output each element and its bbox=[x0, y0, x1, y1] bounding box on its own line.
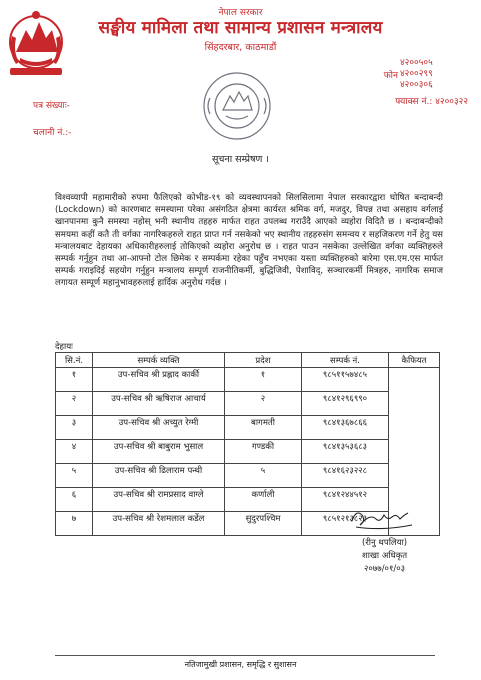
contact-no-cell: ९८५१२१३८२३ bbox=[302, 512, 389, 536]
contact-no-cell: ९८४१२४४५१२ bbox=[302, 488, 389, 512]
table-row bbox=[56, 368, 440, 392]
government-name: नेपाल सरकार bbox=[218, 8, 263, 18]
province-cell: कर्णाली bbox=[225, 488, 302, 512]
phone-number: ४२००२९९ bbox=[400, 69, 433, 79]
col-contact-no: सम्पर्क नं. bbox=[302, 353, 389, 368]
serial-cell: ६ bbox=[56, 488, 93, 512]
fax: फ्याक्स नं.: ४२००३२२ bbox=[395, 97, 468, 107]
contact-person-cell: उप-सचिव श्री अच्युत रेग्मी bbox=[93, 416, 225, 440]
remarks-cell bbox=[389, 416, 440, 440]
fax-number: ४२००३२२ bbox=[435, 97, 468, 107]
remarks-cell bbox=[389, 368, 440, 392]
notice-title: सूचना सम्प्रेषण । bbox=[211, 154, 270, 165]
serial-cell: २ bbox=[56, 392, 93, 416]
signature-date: २०७७/०१/०३ bbox=[364, 564, 406, 574]
serial-cell: ३ bbox=[56, 416, 93, 440]
col-province: प्रदेश bbox=[225, 353, 302, 368]
contact-no-cell: ९८४१२९६९९० bbox=[302, 392, 389, 416]
contact-no-cell: ९८४१६२३२२८ bbox=[302, 464, 389, 488]
serial-cell: १ bbox=[56, 368, 93, 392]
col-contact-person: सम्पर्क व्यक्ति bbox=[93, 353, 225, 368]
signatory-name: (रीनु थपलिया) bbox=[362, 538, 408, 548]
contact-person-cell: उप-सचिव श्री ढिलाराम पन्थी bbox=[93, 464, 225, 488]
phone-label: फोन bbox=[383, 71, 398, 81]
remarks-cell bbox=[389, 440, 440, 464]
signature-icon bbox=[346, 505, 416, 533]
contact-no-cell: ९८५११५७४८५ bbox=[302, 368, 389, 392]
remarks-cell bbox=[389, 392, 440, 416]
table-row bbox=[56, 464, 440, 488]
signature-block bbox=[362, 537, 407, 576]
province-cell: ५ bbox=[225, 464, 302, 488]
dispatch-no-label: चलानी नं.:- bbox=[33, 128, 72, 138]
ministry-seal-icon bbox=[198, 68, 276, 144]
province-cell: १ bbox=[225, 368, 302, 392]
col-remarks: कैफियत bbox=[389, 353, 440, 368]
table-row bbox=[56, 416, 440, 440]
table-row bbox=[56, 440, 440, 464]
phone-number: ४२००५०५ bbox=[400, 58, 433, 68]
phone-numbers bbox=[400, 58, 470, 91]
table-header-row bbox=[56, 353, 440, 368]
contact-person-cell: उप-सचिव श्री रेशमलाल कर्डेल bbox=[93, 512, 225, 536]
contact-person-cell: उप-सचिव श्री रामप्रसाद वाग्ले bbox=[93, 488, 225, 512]
contact-person-cell: उप-सचिव श्री प्रह्लाद कार्की bbox=[93, 368, 225, 392]
contact-no-cell: ९८४१३५३६८३ bbox=[302, 440, 389, 464]
ministry-name: सङ्घीय मामिला तथा सामान्य प्रशासन मन्त्रालय bbox=[98, 18, 383, 38]
list-intro: देहायः bbox=[55, 342, 73, 352]
phone-number: ४२००३०६ bbox=[400, 80, 433, 90]
serial-cell: ४ bbox=[56, 440, 93, 464]
province-cell: गण्डकी bbox=[225, 440, 302, 464]
notice-body: विश्वव्यापी महामारीको रुपमा फैलिएको कोभीड-१९ को व्यवस्थापनको सिलसिलामा नेपाल सरकारद्वारा घोषित बन्दाबन्दी (Lockdown) को कारणबाट समस्यामा परेका असंगठित क्षेत्रमा कार्यरत श्रमिक वर्ग, मजदुर, विपन्न तथा असहाय वर्गलाई खानपानमा कुनै समस्या नहोस् भनी स्थानीय तहहरु मार्फत राहत उपलब्ध गराउँदै आएको व्यहोरा विदितै छ । बन्दाबन्दीको समयमा कहीं कतै ती वर्गका नागरिकहरुले राहत प्राप्त गर्न नसकेको भए स्थानीय तहहरुसंग समन्वय र सहजिकरण गर्ने हेतु यस मन्त्रालयबाट देहायका अधिकारीहरुलाई तोकिएको व्यहोरा अनुरोध छ । राहत पाउन नसकेका उल्लेखित वर्गका व्यक्तिहरुले सम्पर्क गर्नुहुन तथा आ-आफ्नो टोल छिमेक र सम्पर्कमा रहेका पहुँच नभएका यस्ता व्यक्तिहरुको बारेमा एस.एम.एस मार्फत सम्पर्क गराइदिई सहयोग गर्नुहुन मन्त्रालय सम्पूर्ण राजनीतिकर्मी, बुद्धिजिवी, पेशाविद्, सञ्चारकर्मी मित्रहरु, नागरिक समाज लगायत सम्पूर्ण महानुभावहरुलाई हार्दिक अनुरोध गर्दछ । bbox=[55, 193, 443, 289]
ref-no-label: पत्र संख्याः- bbox=[33, 101, 70, 111]
contact-person-cell: उप-सचिव श्री बाबुराम भुसाल bbox=[93, 440, 225, 464]
serial-cell: ७ bbox=[56, 512, 93, 536]
province-cell: बागमती bbox=[225, 416, 302, 440]
fax-label: फ्याक्स नं. bbox=[395, 97, 430, 107]
ministry-address: सिंहदरबार, काठमाडौं bbox=[204, 42, 277, 53]
contact-no-cell: ९८४१३६७८६६ bbox=[302, 416, 389, 440]
province-cell: २ bbox=[225, 392, 302, 416]
remarks-cell bbox=[389, 464, 440, 488]
province-cell: सुदुरपश्चिम bbox=[225, 512, 302, 536]
table-row bbox=[56, 392, 440, 416]
signatory-title: शाखा अधिकृत bbox=[362, 551, 408, 561]
col-serial: सि.नं. bbox=[56, 353, 93, 368]
footer-divider bbox=[55, 655, 435, 656]
footer-motto: नतिजामुखी प्रशासन, समृद्धि र सुशासन bbox=[184, 660, 297, 669]
serial-cell: ५ bbox=[56, 464, 93, 488]
contact-person-cell: उप-सचिव श्री ऋषिराज आचार्य bbox=[93, 392, 225, 416]
